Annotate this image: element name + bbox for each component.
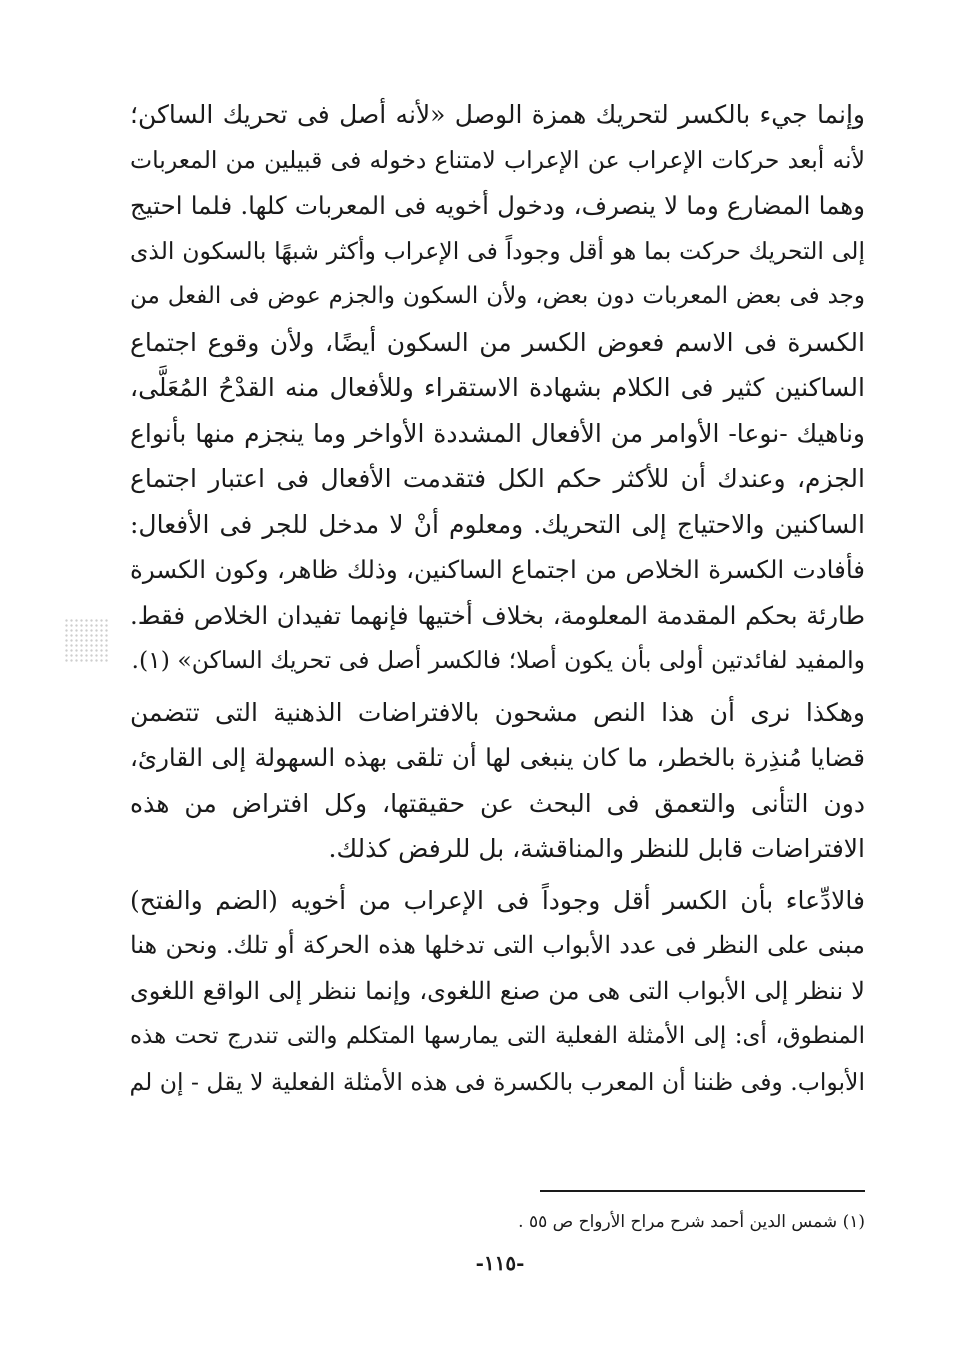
body-text — [130, 92, 865, 1105]
paragraph-commentary — [130, 690, 865, 872]
text-line: الساكنين كثير فى الكلام بشهادة الاستقراء وللأفعال منه القدْحُ المُعَلَّى، — [130, 373, 865, 402]
text-line: دون التأنى والتعمق فى البحث عن حقيقتها، وكل افتراض من هذه — [130, 788, 865, 818]
text-line: قضايا مُنذِرة بالخطر، ما كان ينبغى لها أن تلقى بهذه السهولة إلى القارئ، — [130, 743, 865, 772]
text-line: فأفادت الكسرة الخلاص من اجتماع الساكنين، وذلك ظاهر، وكون الكسرة — [130, 555, 865, 584]
text-line: وجد فى بعض المعربات دون بعض، ولأن السكون والجزم عوض فى الفعل من — [130, 283, 865, 309]
text-line: الافتراضات قابل للنظر والمناقشة، بل للرفض كذلك. — [328, 834, 865, 863]
text-line: إلى التحريك حركت بما هو أقل وجوداً فى الإعراب وأكثر شبهًا بالسكون الذى — [130, 236, 865, 265]
text-line: مبنى على النظر فى عدد الأبواب التى تدخلها هذه الحركة أو تلك. ونحن هنا — [130, 931, 865, 959]
text-line: الجزم، وعندك أن للأكثر حكم الكل فتقدمت الأفعال فى اعتبار اجتماع — [130, 464, 865, 493]
text-line: لأنه أبعد حركات الإعراب عن الإعراب لامتناع دخوله فى قبيلين من المعربات — [130, 145, 865, 174]
paragraph-argument — [130, 878, 865, 1106]
text-line: الساكنين والاحتياج إلى التحريك. ومعلوم أنْ لا مدخل للجر فى الأفعال: — [130, 509, 865, 539]
text-line: وناهيك -نوعا- الأوامر من الأفعال المشددة الأواخر وما ينجزم منها بأنواع — [130, 418, 865, 448]
text-line: وإنما جيء بالكسر لتحريك همزة الوصل «لأنه أصل فى تحريك الساكن؛ — [130, 100, 865, 129]
text-line: وهما المضارع وما لا ينصرف، ودخول أخويه فى المعربات كلها. فلما احتيج — [130, 191, 865, 220]
text-line: طارئة بحكم المقدمة المعلومة، بخلاف أختيها فإنهما تفيدان الخلاص فقط. — [130, 600, 865, 630]
text-line: لا ننظر إلى الأبواب التى هى من صنع اللغوى، وإنما ننظر إلى الواقع اللغوى — [130, 976, 865, 1005]
text-line: الأبواب. وفى ظننا أن المعرب بالكسرة فى هذه الأمثلة الفعلية لا يقل - إن لم — [130, 1067, 865, 1096]
page-number: -١١٥- — [475, 1251, 525, 1275]
text-line: الكسرة فى الاسم فعوض الكسر من السكون أيضًا، ولأن وقوع اجتماع — [130, 327, 865, 357]
paragraph-quote — [130, 92, 865, 684]
text-line: المنطوق، أى: إلى الأمثلة الفعلية التى يمارسها المتكلم والتى تندرج تحت هذه — [130, 1023, 865, 1049]
text-line: والمفيد لفائدتين أولى بأن يكون أصلا؛ فالكسر أصل فى تحريك الساكن» (١). — [131, 646, 865, 674]
text-line: فالادِّعاء بأن الكسر أقل وجوداً فى الإعراب من أخويه (الضم والفتح) — [130, 885, 865, 915]
text-line: وهكذا نرى أن هذا النص مشحون بالافتراضات الذهنية التى تتضمن — [130, 697, 865, 727]
footnote-divider — [540, 1190, 865, 1192]
scan-noise — [64, 618, 108, 662]
footnote: (١) شمس الدين أحمد شرح مراح الأرواح ص ٥٥ . — [518, 1212, 865, 1232]
